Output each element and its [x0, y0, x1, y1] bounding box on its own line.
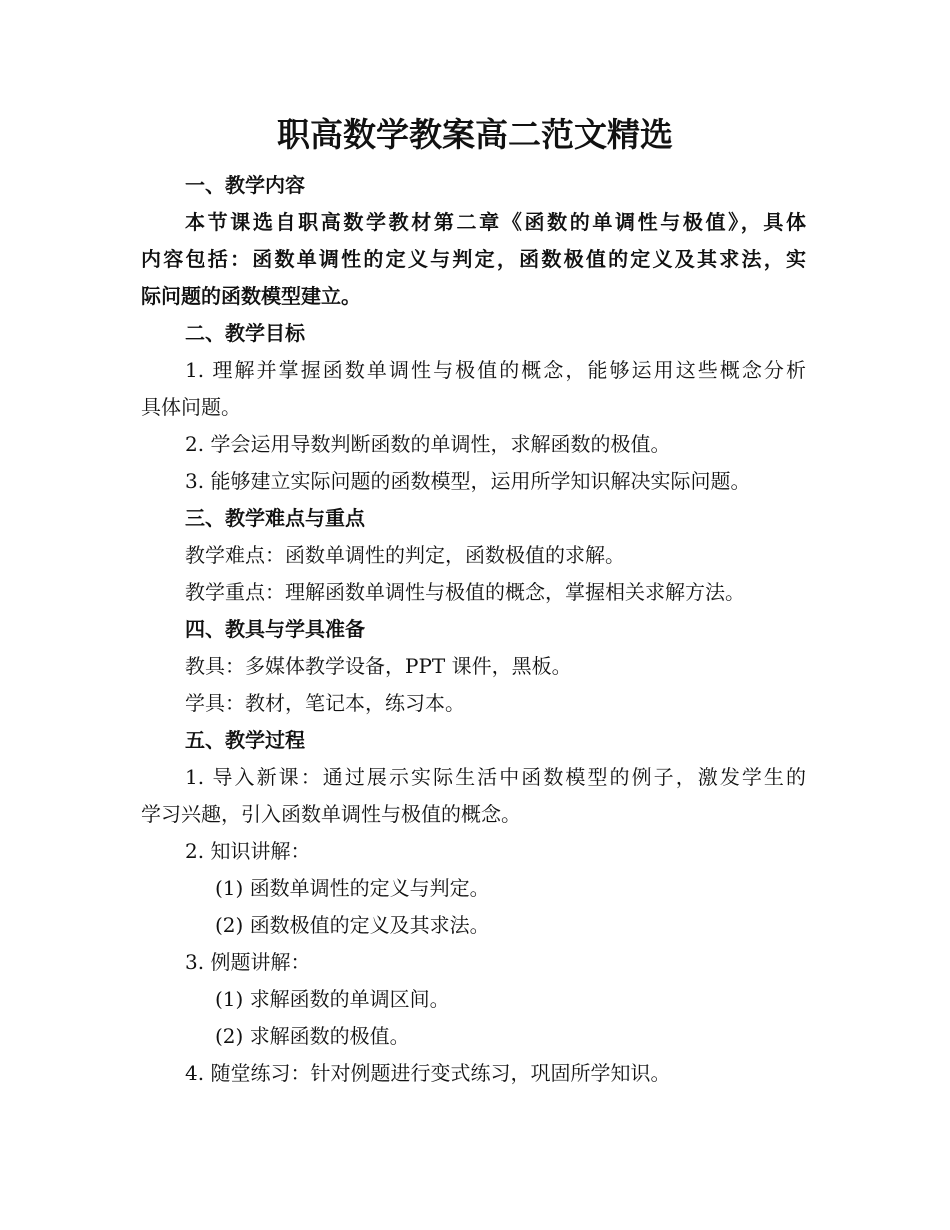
tools-teacher: 教具：多媒体教学设备，PPT 课件，黑板。: [185, 654, 572, 678]
section-heading-tools: 四、教具与学具准备: [185, 617, 365, 641]
document-title: 职高数学教案高二范文精选: [277, 115, 673, 154]
process-step-4: 4. 随堂练习：针对例题进行变式练习，巩固所学知识。: [185, 1061, 671, 1085]
section-heading-content: 一、教学内容: [185, 173, 305, 197]
section-heading-objectives: 二、教学目标: [185, 321, 305, 345]
objective-item-3: 3. 能够建立实际问题的函数模型，运用所学知识解决实际问题。: [185, 469, 751, 493]
section-heading-key-points: 三、教学难点与重点: [185, 506, 365, 530]
tools-student: 学具：教材，笔记本，练习本。: [185, 691, 465, 715]
content-paragraph-line-3: 际问题的函数模型建立。: [141, 284, 361, 308]
process-step-2: 2. 知识讲解：: [185, 839, 311, 863]
process-step-1-line-1: 1. 导入新课：通过展示实际生活中函数模型的例子，激发学生的: [185, 765, 806, 789]
process-step-1-line-2: 学习兴趣，引入函数单调性与极值的概念。: [141, 802, 521, 826]
objective-item-2: 2. 学会运用导数判断函数的单调性，求解函数的极值。: [185, 432, 671, 456]
content-paragraph-line-1: 本节课选自职高数学教材第二章《函数的单调性与极值》，具体: [185, 210, 806, 234]
process-step-2-sub-1: (1) 函数单调性的定义与判定。: [215, 876, 490, 900]
process-step-3-sub-2: (2) 求解函数的极值。: [215, 1024, 410, 1048]
content-paragraph-line-2: 内容包括：函数单调性的定义与判定，函数极值的定义及其求法，实: [141, 247, 806, 271]
objective-item-1-line-1: 1. 理解并掌握函数单调性与极值的概念，能够运用这些概念分析: [185, 358, 806, 382]
key-point-difficulty: 教学难点：函数单调性的判定，函数极值的求解。: [185, 543, 625, 567]
objective-item-1-line-2: 具体问题。: [141, 395, 241, 419]
process-step-2-sub-2: (2) 函数极值的定义及其求法。: [215, 913, 490, 937]
process-step-3-sub-1: (1) 求解函数的单调区间。: [215, 987, 450, 1011]
key-point-focus: 教学重点：理解函数单调性与极值的概念，掌握相关求解方法。: [185, 580, 745, 604]
process-step-3: 3. 例题讲解：: [185, 950, 311, 974]
section-heading-process: 五、教学过程: [185, 728, 305, 752]
